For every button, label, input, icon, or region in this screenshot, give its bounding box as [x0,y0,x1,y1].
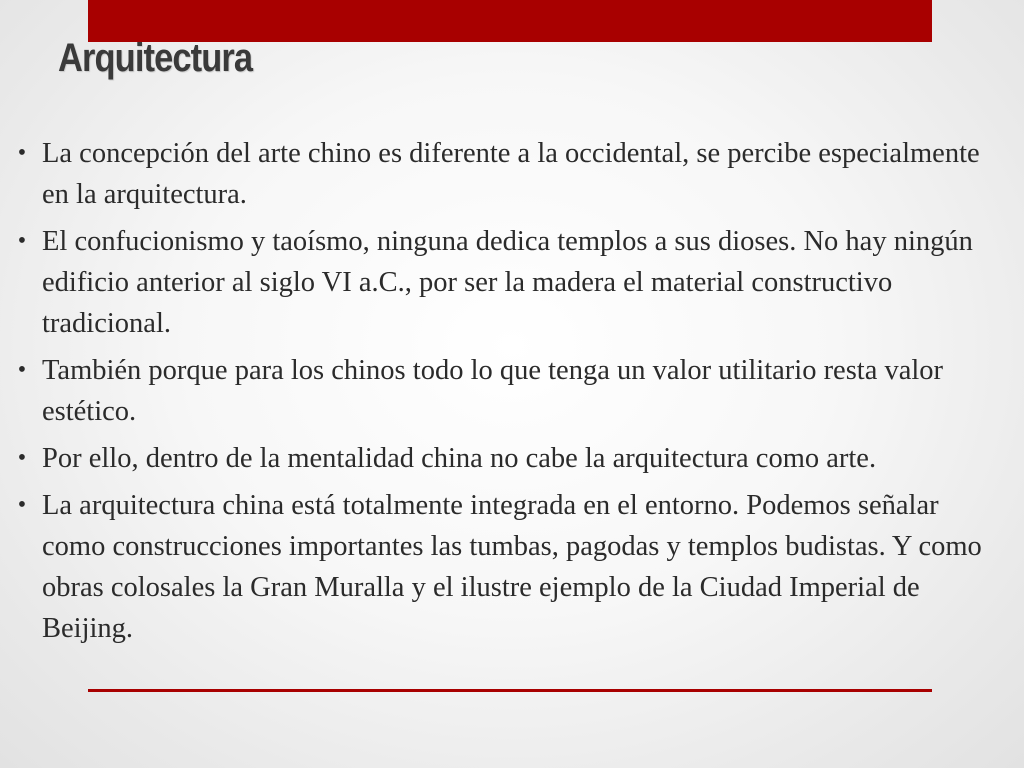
bullet-item [12,350,1002,432]
bullet-text: Por ello, dentro de la mentalidad china no cabe la arquitectura como arte. [42,443,877,474]
bullet-item [12,133,1002,215]
bullet-item [12,221,1002,344]
bullet-item [12,485,1002,649]
bullet-text: La arquitectura china está totalmente integrada en el entorno. Podemos señalar como construcciones importantes las tumbas, pagodas y templos budistas. Y como obras colosales la Gran Muralla y el ilustre ejemplo de la Ciudad Imperial de Beijing. [42,490,982,644]
bullet-item [12,438,1002,479]
bullet-icon: • [17,140,27,166]
bullet-icon: • [17,445,27,471]
bottom-accent-line [88,689,932,692]
bullet-text: El confucionismo y taoísmo, ninguna dedica templos a sus dioses. No hay ningún edificio anterior al siglo VI a.C., por ser la madera el material constructivo tradicional. [42,226,973,339]
bullet-text: También porque para los chinos todo lo que tenga un valor utilitario resta valor estético. [42,355,944,427]
bullet-icon: • [17,228,27,254]
bullet-text: La concepción del arte chino es diferente a la occidental, se percibe especialmente en la arquitectura. [42,138,980,210]
bullet-list [12,133,1002,655]
bullet-icon: • [17,492,27,518]
bullet-icon: • [17,357,27,383]
slide-title: Arquitectura [58,36,253,80]
